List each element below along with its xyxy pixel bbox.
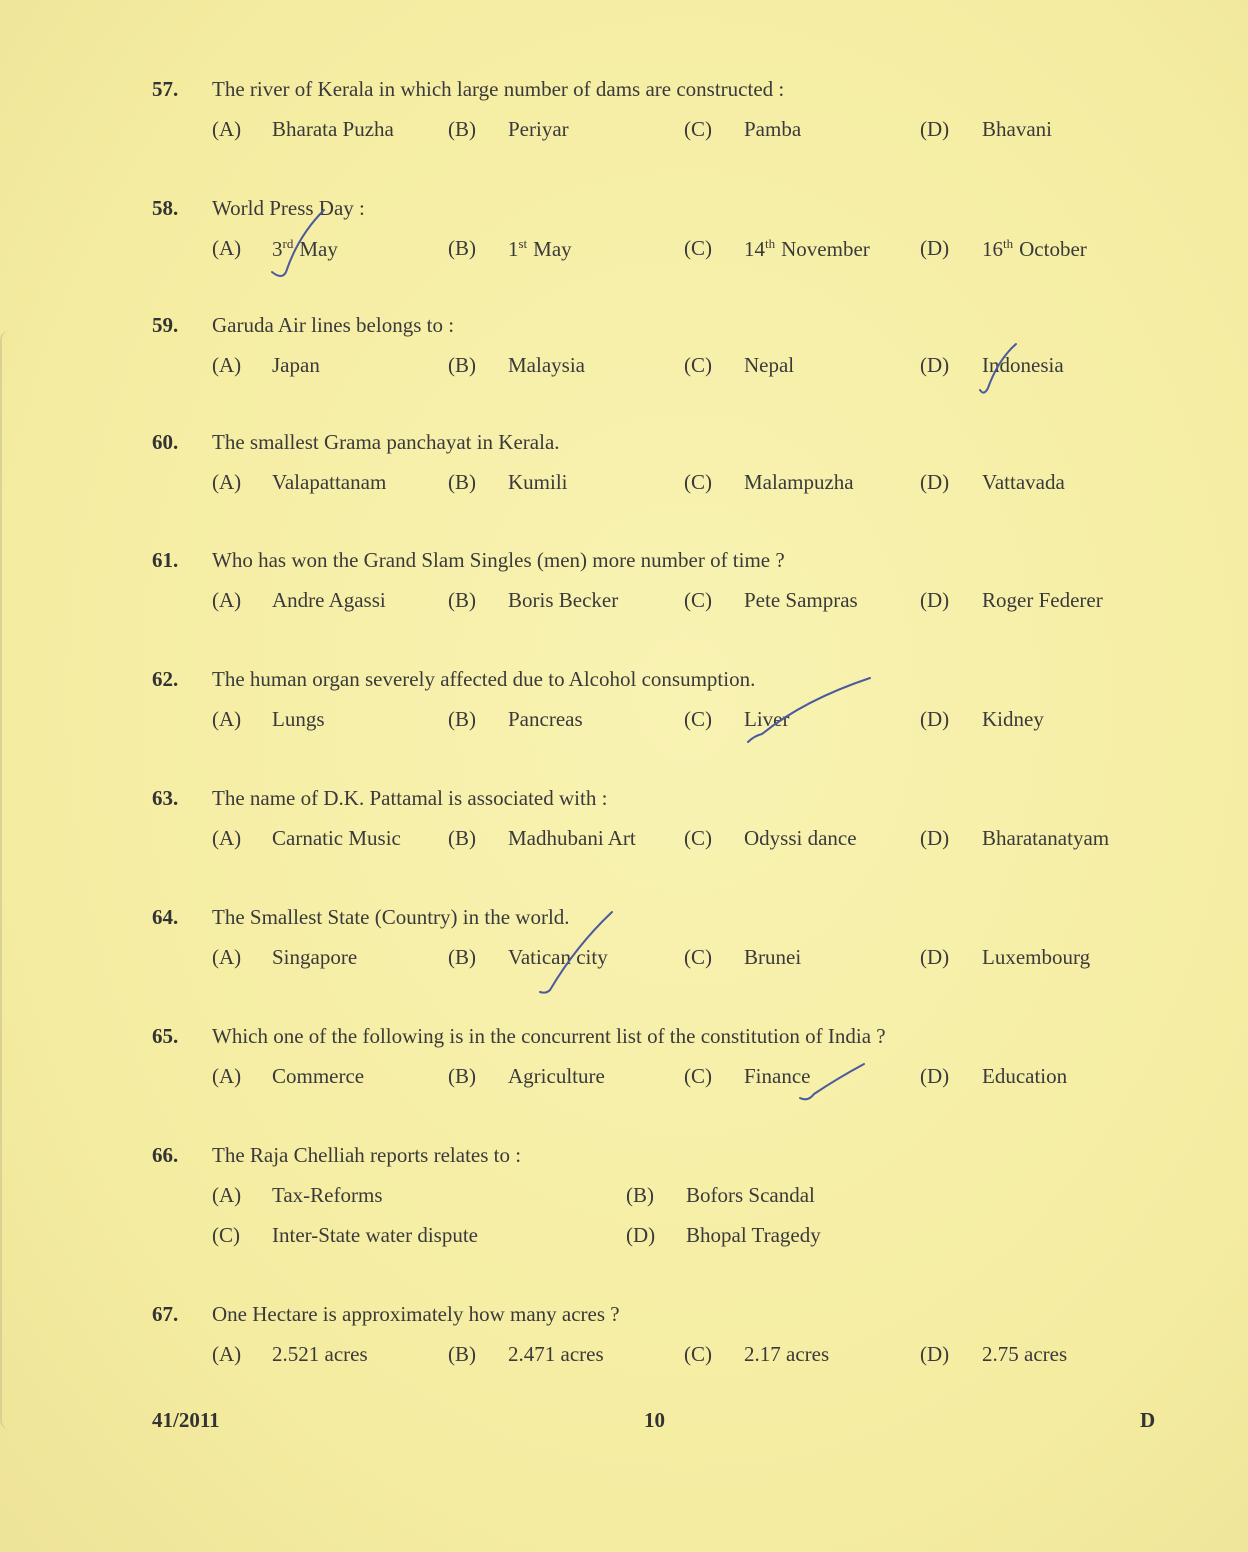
option-text: Indonesia (982, 353, 1064, 377)
option-text: Pete Sampras (744, 588, 858, 612)
option-letter: (C) (684, 470, 712, 494)
date-month: October (1019, 237, 1087, 261)
ordinal-number: 1 (508, 237, 519, 261)
option-text (744, 236, 870, 262)
option-text: 2.17 acres (744, 1342, 830, 1366)
option-text: Carnatic Music (272, 826, 401, 850)
page-edge (0, 330, 16, 1430)
question-number: 59. (152, 313, 179, 337)
option-letter: (C) (684, 1342, 712, 1366)
option-letter: (D) (920, 588, 950, 612)
option-letter: (D) (920, 470, 950, 494)
option-text: Bofors Scandal (686, 1183, 815, 1207)
option-text: Brunei (744, 945, 802, 969)
option-letter: (D) (920, 1342, 950, 1366)
option-letter: (A) (212, 1342, 242, 1366)
option-text: 2.471 acres (508, 1342, 604, 1366)
question-text: The river of Kerala in which large number of dams are constructed : (212, 77, 785, 101)
option-text: Valapattanam (272, 470, 387, 494)
option-text: Madhubani Art (508, 826, 636, 850)
option-text: Commerce (272, 1064, 365, 1088)
question-text: Who has won the Grand Slam Singles (men) more number of time ? (212, 548, 785, 572)
option-letter: (A) (212, 945, 242, 969)
option-text: Nepal (744, 353, 795, 377)
paper-code: 41/2011 (152, 1408, 220, 1432)
option-letter: (D) (920, 353, 950, 377)
question-text: The Smallest State (Country) in the world. (212, 905, 570, 929)
question-number: 57. (152, 77, 179, 101)
option-letter: (B) (448, 707, 476, 731)
option-text: Malampuzha (744, 470, 854, 494)
option-letter: (B) (448, 826, 476, 850)
option-text: Singapore (272, 945, 358, 969)
question-number: 61. (152, 548, 179, 572)
date-month: May (533, 237, 572, 261)
option-letter: (D) (920, 826, 950, 850)
option-letter: (C) (684, 588, 712, 612)
option-letter: (D) (920, 236, 950, 260)
option-text: Odyssi dance (744, 826, 857, 850)
option-letter: (B) (448, 117, 476, 141)
ordinal-suffix: th (765, 236, 776, 251)
option-letter: (C) (684, 236, 712, 260)
page-number: 10 (644, 1408, 665, 1432)
ordinal-suffix: st (518, 236, 528, 251)
option-text: Agriculture (508, 1064, 605, 1088)
option-letter: (B) (448, 588, 476, 612)
option-letter: (B) (448, 945, 476, 969)
option-text: Vattavada (982, 470, 1065, 494)
question-text: The human organ severely affected due to Alcohol consumption. (212, 667, 756, 691)
series-letter: D (1140, 1408, 1156, 1432)
option-text: Bharatanatyam (982, 826, 1110, 850)
question-number: 67. (152, 1302, 179, 1326)
option-letter: (A) (212, 826, 242, 850)
option-text: Pancreas (508, 707, 583, 731)
option-text (508, 236, 572, 262)
option-letter: (B) (448, 1064, 476, 1088)
question-number: 60. (152, 430, 179, 454)
option-text: Pamba (744, 117, 802, 141)
option-text: Bharata Puzha (272, 117, 394, 141)
question-number: 63. (152, 786, 179, 810)
date-month: November (781, 237, 870, 261)
option-text: Periyar (508, 117, 569, 141)
question-number: 65. (152, 1024, 179, 1048)
date-month: May (299, 237, 338, 261)
option-text: Boris Becker (508, 588, 619, 612)
option-letter: (B) (448, 1342, 476, 1366)
question-number: 62. (152, 667, 179, 691)
option-text: Finance (744, 1064, 811, 1088)
option-text: Tax-Reforms (272, 1183, 383, 1207)
option-letter: (A) (212, 236, 242, 260)
option-text: Andre Agassi (272, 588, 386, 612)
option-letter: (C) (684, 945, 712, 969)
option-letter: (D) (920, 1064, 950, 1088)
option-text: Malaysia (508, 353, 585, 377)
option-letter: (B) (448, 353, 476, 377)
option-text: Kumili (508, 470, 568, 494)
option-text: Lungs (272, 707, 325, 731)
question-text: One Hectare is approximately how many acres ? (212, 1302, 620, 1326)
option-text: Luxembourg (982, 945, 1091, 969)
option-letter: (B) (448, 236, 476, 260)
ordinal-number: 16 (982, 237, 1003, 261)
option-letter: (A) (212, 1183, 242, 1207)
option-letter: (A) (212, 353, 242, 377)
ordinal-suffix: th (1003, 236, 1014, 251)
option-text (982, 236, 1087, 262)
option-letter: (B) (448, 470, 476, 494)
option-letter: (C) (212, 1223, 240, 1247)
option-letter: (A) (212, 117, 242, 141)
question-text: World Press Day : (212, 196, 365, 220)
option-text: 2.75 acres (982, 1342, 1068, 1366)
option-letter: (D) (920, 117, 950, 141)
option-text: 2.521 acres (272, 1342, 368, 1366)
option-text (272, 236, 338, 262)
question-text: Which one of the following is in the concurrent list of the constitution of India ? (212, 1024, 886, 1048)
option-text: Kidney (982, 707, 1044, 731)
option-letter: (D) (920, 945, 950, 969)
option-text: Liver (744, 707, 790, 731)
option-letter: (D) (626, 1223, 656, 1247)
option-letter: (A) (212, 707, 242, 731)
option-letter: (C) (684, 117, 712, 141)
option-letter: (B) (626, 1183, 654, 1207)
ordinal-number: 3 (272, 237, 283, 261)
question-text: The name of D.K. Pattamal is associated with : (212, 786, 608, 810)
option-letter: (A) (212, 1064, 242, 1088)
option-text: Japan (272, 353, 320, 377)
option-letter: (C) (684, 1064, 712, 1088)
ordinal-number: 14 (744, 237, 765, 261)
option-letter: (A) (212, 470, 242, 494)
option-text: Bhopal Tragedy (686, 1223, 821, 1247)
question-number: 66. (152, 1143, 179, 1167)
question-number: 64. (152, 905, 179, 929)
option-text: Inter-State water dispute (272, 1223, 479, 1247)
question-text: The Raja Chelliah reports relates to : (212, 1143, 522, 1167)
question-text: The smallest Grama panchayat in Kerala. (212, 430, 560, 454)
option-letter: (C) (684, 353, 712, 377)
question-text: Garuda Air lines belongs to : (212, 313, 455, 337)
ordinal-suffix: rd (282, 236, 294, 251)
option-text: Roger Federer (982, 588, 1103, 612)
option-letter: (A) (212, 588, 242, 612)
option-letter: (C) (684, 707, 712, 731)
option-letter: (C) (684, 826, 712, 850)
option-text: Education (982, 1064, 1068, 1088)
option-letter: (D) (920, 707, 950, 731)
question-number: 58. (152, 196, 179, 220)
option-text: Bhavani (982, 117, 1052, 141)
option-text: Vatican city (508, 945, 608, 969)
